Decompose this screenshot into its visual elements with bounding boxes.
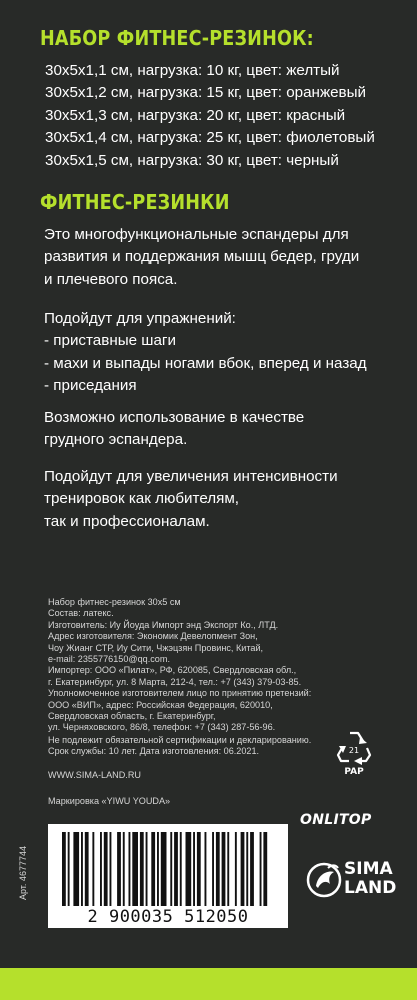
barcode-bar xyxy=(73,832,79,906)
audience-paragraph xyxy=(44,466,338,533)
land-word: LAND xyxy=(344,878,397,898)
info-line: ООО «ВИП», адрес: Российская Федерация, 620010, xyxy=(48,699,273,710)
barcode-bar xyxy=(250,832,254,906)
article-number: Арт. 4677744 xyxy=(18,846,28,900)
barcode-bar xyxy=(197,832,201,906)
barcode-bar xyxy=(193,832,195,906)
product-info xyxy=(48,597,311,734)
set-item: 30х5х1,1 см, нагрузка: 10 кг, цвет: желтый xyxy=(45,62,340,79)
barcode-bar xyxy=(92,832,94,906)
recycle-number: 21 xyxy=(348,746,360,755)
accent-strip xyxy=(0,968,417,1000)
onlitop-logo: ONLITOP xyxy=(300,812,372,828)
barcode-bar xyxy=(212,832,214,906)
info-line: ул. Черняховского, 86/8, телефон: +7 (343) 287-56-96. xyxy=(48,722,276,733)
set-item: 30х5х1,5 см, нагрузка: 30 кг, цвет: черный xyxy=(45,151,339,169)
barcode-bar xyxy=(235,832,237,906)
intro-line: Это многофункциональные эспандеры для xyxy=(44,226,349,243)
barcode-bar xyxy=(132,832,138,906)
barcode-bar xyxy=(205,832,207,906)
chest-line: грудного эспандера. xyxy=(44,431,188,449)
info-line: Адрес изготовителя: Экономик Девелопмент Зон, xyxy=(48,631,258,642)
barcode-bar xyxy=(104,832,108,906)
info-line: Импортер: ООО «Пилат», РФ, 620085, Свердловская обл., xyxy=(48,665,297,676)
intro-paragraph xyxy=(44,224,359,291)
barcode-bar xyxy=(227,832,229,906)
barcode-digits: 2 900035 512050 xyxy=(48,906,288,928)
barcode xyxy=(48,824,288,928)
sima-land-wordmark xyxy=(344,860,396,898)
intro-line: развития и поддержания мышц бедер, груди xyxy=(44,248,360,266)
recycle-code: PAP xyxy=(344,767,364,777)
info-line: e-mail: 2355776150@qq.com. xyxy=(48,654,170,665)
intro-line: и плечевого пояса. xyxy=(44,270,178,288)
barcode-bar xyxy=(123,832,125,906)
barcode-bar xyxy=(140,832,144,906)
barcode-bar xyxy=(100,832,102,906)
certification-info xyxy=(48,735,311,758)
barcode-bar xyxy=(241,832,245,906)
marking: Маркировка «YIWU YOUDA» xyxy=(48,796,171,806)
exercise-item: - приседания xyxy=(44,377,137,395)
info-line: Изготовитель: Иу Йоуда Импорт энд Экспорт Ко., ЛТД. xyxy=(48,619,279,630)
website: WWW.SIMA-LAND.RU xyxy=(48,770,141,780)
info-line: Состав: латекс. xyxy=(48,608,114,619)
barcode-bar xyxy=(110,832,112,906)
chest-line: Возможно использование в качестве xyxy=(44,409,305,426)
info-line: Набор фитнес-резинок 30х5 см xyxy=(48,597,181,607)
barcode-bar xyxy=(85,832,89,906)
exercise-item: - махи и выпады ногами вбок, вперед и назад xyxy=(44,354,367,372)
barcode-bar xyxy=(260,832,262,906)
barcode-bar xyxy=(216,832,220,906)
barcode-bar xyxy=(186,832,192,906)
info-line: г. Екатеринбург, ул. 8 Марта, 212-4, тел.: +7 (343) 379-03-85. xyxy=(48,676,302,687)
certification-line: Не подлежит обязательной сертификации и декларированию. xyxy=(48,735,312,745)
exercise-item: - приставные шаги xyxy=(44,332,176,350)
sima-word: SIMA xyxy=(344,859,393,879)
barcode-bar xyxy=(222,832,226,906)
chest-paragraph xyxy=(44,407,304,452)
exercises-block xyxy=(44,308,367,398)
exercises-title: Подойдут для упражнений: xyxy=(44,310,236,327)
sets-list xyxy=(45,60,375,172)
description-heading: ФИТНЕС-РЕЗИНКИ xyxy=(40,190,230,214)
audience-line: тренировок как любителям, xyxy=(44,490,240,508)
barcode-bar xyxy=(146,832,148,906)
set-item: 30х5х1,4 см, нагрузка: 25 кг, цвет: фиолетовый xyxy=(45,129,375,147)
service-life-line: Срок службы: 10 лет. Дата изготовления: 06.2021. xyxy=(48,746,260,757)
audience-line: Подойдут для увеличения интенсивности xyxy=(44,468,338,485)
sets-heading: НАБОР ФИТНЕС-РЕЗИНОК: xyxy=(40,26,314,50)
barcode-bar xyxy=(246,832,248,906)
barcode-bar xyxy=(180,832,182,906)
audience-line: так и профессионалам. xyxy=(44,512,210,530)
recycle-icon xyxy=(336,728,372,778)
set-item: 30х5х1,3 см, нагрузка: 20 кг, цвет: красный xyxy=(45,106,346,124)
barcode-bar xyxy=(129,832,131,906)
info-line: Свердловская область, г. Екатеринбург, xyxy=(48,711,216,722)
barcode-bar xyxy=(151,832,155,906)
info-line: Чоу Жианг СТР, Иу Сити, Чжэцзян Провинс, Китай, xyxy=(48,642,264,653)
info-line: Уполномоченное изготовителем лицо по принятию претензий: xyxy=(48,688,312,699)
set-item: 30х5х1,2 см, нагрузка: 15 кг, цвет: оранжевый xyxy=(45,84,367,102)
barcode-bar xyxy=(117,832,121,906)
barcode-bar xyxy=(157,832,159,906)
barcode-bar xyxy=(174,832,178,906)
barcode-bar xyxy=(81,832,83,906)
